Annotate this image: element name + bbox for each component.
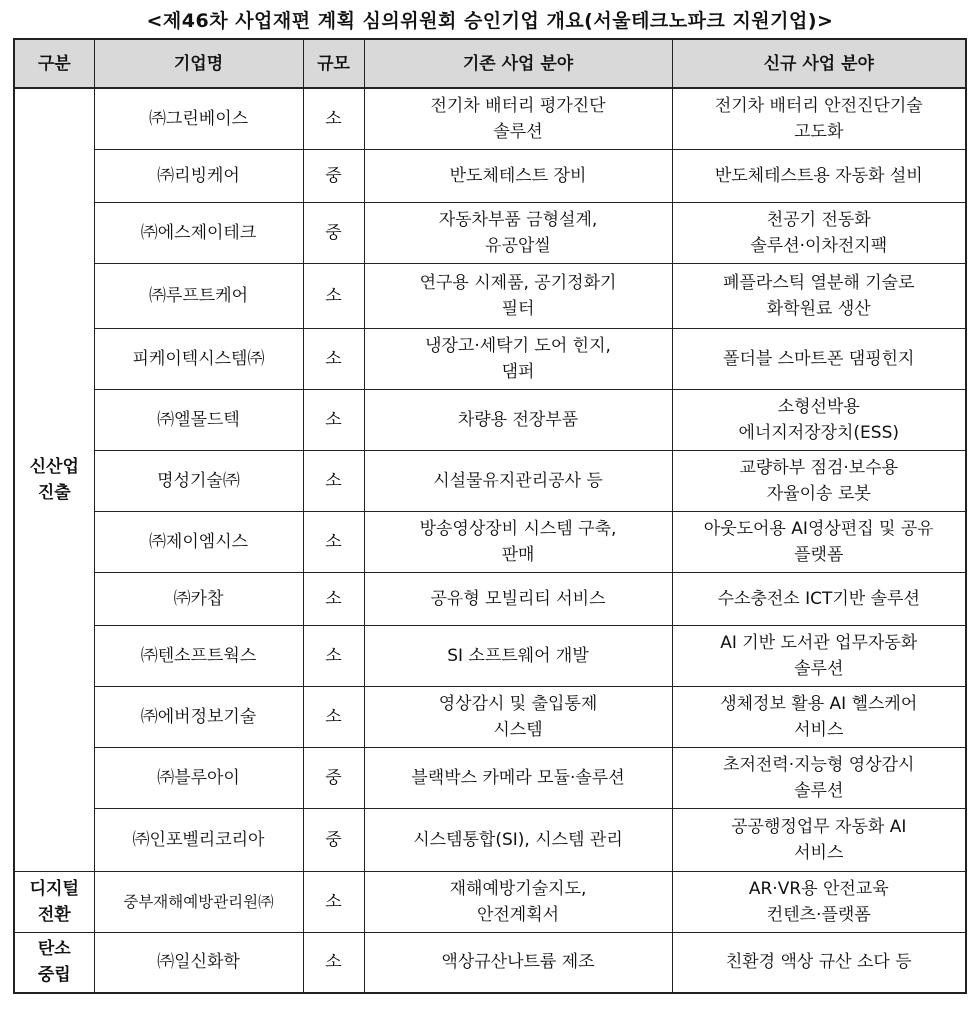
company-name-cell: ㈜제이엠시스 <box>94 511 303 572</box>
existing-business-cell <box>364 686 672 747</box>
company-name-cell: ㈜블루아이 <box>94 747 303 808</box>
table-row <box>14 808 966 871</box>
cell-line: 댐퍼 <box>501 361 535 382</box>
header-row <box>14 39 966 88</box>
table-row <box>14 328 966 389</box>
cell-line: 천공기 전동화 <box>766 209 871 230</box>
new-business-cell <box>672 450 966 511</box>
table-row <box>14 686 966 747</box>
cell-line: 생체정보 활용 AI 헬스케어 <box>720 693 918 714</box>
cell-line: 반도체테스트 장비 <box>449 165 587 186</box>
cell-line: 전기차 배터리 평가진단 <box>430 95 606 116</box>
new-business-cell <box>672 202 966 263</box>
company-name-cell: ㈜리빙케어 <box>94 149 303 202</box>
cell-line: 폐플라스틱 열분해 기술로 <box>723 272 915 293</box>
existing-business-cell <box>364 389 672 450</box>
cell-line: 공유형 모빌리티 서비스 <box>430 588 606 609</box>
company-size-cell: 중 <box>303 149 364 202</box>
cell-line: 폴더블 스마트폰 댐핑힌지 <box>723 348 915 369</box>
table-row <box>14 450 966 511</box>
cell-line: 공공행정업무 자동화 AI <box>731 816 907 837</box>
category-cell-digital <box>14 871 94 932</box>
new-business-cell <box>672 871 966 932</box>
table-row <box>14 263 966 328</box>
company-size-cell: 소 <box>303 263 364 328</box>
cell-line: 신산업 <box>29 456 79 477</box>
existing-business-cell <box>364 328 672 389</box>
existing-business-cell <box>364 511 672 572</box>
cell-line: 유공압씰 <box>485 235 551 256</box>
cell-line: 솔루션 <box>794 780 844 801</box>
cell-line: 초저전력·지능형 영상감시 <box>723 754 915 775</box>
new-business-cell <box>672 686 966 747</box>
company-size-cell: 중 <box>303 202 364 263</box>
cell-line: 교량하부 점검·보수용 <box>739 457 899 478</box>
header-size: 규모 <box>303 39 364 88</box>
company-name-cell: ㈜엘몰드텍 <box>94 389 303 450</box>
cell-line: 서비스 <box>794 842 844 863</box>
table-row <box>14 572 966 625</box>
company-name-cell: ㈜루프트케어 <box>94 263 303 328</box>
new-business-cell <box>672 328 966 389</box>
new-business-cell <box>672 389 966 450</box>
cell-line: 고도화 <box>794 121 844 142</box>
company-size-cell: 중 <box>303 747 364 808</box>
new-business-cell <box>672 572 966 625</box>
cell-line: 자율이송 로봇 <box>766 483 871 504</box>
existing-business-cell <box>364 808 672 871</box>
cell-line: 솔루션 <box>794 658 844 679</box>
company-size-cell: 소 <box>303 572 364 625</box>
cell-line: 디지털 <box>29 878 79 899</box>
new-business-cell <box>672 747 966 808</box>
document-title: <제46차 사업재편 계획 심의위원회 승인기업 개요(서울테크노파크 지원기업)> <box>146 10 834 32</box>
cell-line: 영상감시 및 출입통제 <box>438 693 598 714</box>
table-row <box>14 149 966 202</box>
cell-line: 솔루션·이차전지팩 <box>750 235 888 256</box>
category-cell-carbon <box>14 932 94 993</box>
approved-companies-table <box>13 38 967 994</box>
existing-business-cell <box>364 932 672 993</box>
existing-business-cell <box>364 450 672 511</box>
existing-business-cell <box>364 263 672 328</box>
company-size-cell: 소 <box>303 328 364 389</box>
new-business-cell <box>672 263 966 328</box>
cell-line: 시스템통합(SI), 시스템 관리 <box>413 829 623 850</box>
new-business-cell <box>672 88 966 149</box>
cell-line: 시스템 <box>493 719 543 740</box>
company-size-cell: 소 <box>303 625 364 686</box>
company-name-cell: ㈜일신화학 <box>94 932 303 993</box>
cell-line: 전환 <box>37 904 71 925</box>
company-size-cell: 소 <box>303 88 364 149</box>
cell-line: 연구용 시제품, 공기정화기 <box>419 272 617 293</box>
existing-business-cell <box>364 88 672 149</box>
company-name-cell: ㈜에버정보기술 <box>94 686 303 747</box>
company-size-cell: 중 <box>303 808 364 871</box>
cell-line: 블랙박스 카메라 모듈·솔루션 <box>411 767 625 788</box>
new-business-cell <box>672 511 966 572</box>
cell-line: 진출 <box>37 482 71 503</box>
cell-line: 차량용 전장부품 <box>457 409 579 430</box>
table-row <box>14 625 966 686</box>
cell-line: 에너지저장장치(ESS) <box>738 422 900 443</box>
header-existing-business: 기존 사업 분야 <box>364 39 672 88</box>
table-row <box>14 747 966 808</box>
cell-line: 시설물유지관리공사 등 <box>433 470 603 491</box>
company-name-cell: ㈜카찹 <box>94 572 303 625</box>
cell-line: 필터 <box>501 298 535 319</box>
company-size-cell: 소 <box>303 450 364 511</box>
cell-line: 솔루션 <box>493 121 543 142</box>
company-name-cell: 명성기술㈜ <box>94 450 303 511</box>
existing-business-cell <box>364 747 672 808</box>
new-business-cell <box>672 149 966 202</box>
new-business-cell <box>672 932 966 993</box>
category-cell-new-industry <box>14 88 94 871</box>
cell-line: AR·VR용 안전교육 <box>748 878 889 899</box>
cell-line: 화학원료 생산 <box>766 298 871 319</box>
company-size-cell: 소 <box>303 389 364 450</box>
company-name-cell: 중부재해예방관리원㈜ <box>94 871 303 932</box>
company-size-cell: 소 <box>303 511 364 572</box>
existing-business-cell <box>364 202 672 263</box>
table-row <box>14 389 966 450</box>
new-business-cell <box>672 808 966 871</box>
header-category: 구분 <box>14 39 94 88</box>
cell-line: 중립 <box>37 965 71 986</box>
company-name-cell: ㈜에스제이테크 <box>94 202 303 263</box>
company-name-cell: ㈜텐소프트웍스 <box>94 625 303 686</box>
cell-line: SI 소프트웨어 개발 <box>447 645 589 666</box>
cell-line: 방송영상장비 시스템 구축, <box>419 518 617 539</box>
existing-business-cell <box>364 572 672 625</box>
cell-line: 서비스 <box>794 719 844 740</box>
cell-line: 안전계획서 <box>476 904 560 925</box>
cell-line: 소형선박용 <box>777 396 860 417</box>
existing-business-cell <box>364 871 672 932</box>
cell-line: 판매 <box>501 544 535 565</box>
cell-line: 냉장고·세탁기 도어 힌지, <box>425 335 611 356</box>
header-company: 기업명 <box>94 39 303 88</box>
cell-line: 컨텐츠·플랫폼 <box>766 904 871 925</box>
cell-line: 아웃도어용 AI영상편집 및 공유 <box>703 518 934 539</box>
header-new-business: 신규 사업 분야 <box>672 39 966 88</box>
company-size-cell: 소 <box>303 686 364 747</box>
cell-line: 전기차 배터리 안전진단기술 <box>714 95 923 116</box>
table-row <box>14 202 966 263</box>
new-business-cell <box>672 625 966 686</box>
cell-line: AI 기반 도서관 업무자동화 <box>720 632 918 653</box>
company-size-cell: 소 <box>303 871 364 932</box>
table-row <box>14 511 966 572</box>
table-row <box>14 871 966 932</box>
cell-line: 반도체테스트용 자동화 설비 <box>714 165 923 186</box>
cell-line: 탄소 <box>37 939 71 960</box>
cell-line: 플랫폼 <box>794 544 844 565</box>
table-row <box>14 932 966 993</box>
company-name-cell: ㈜그린베이스 <box>94 88 303 149</box>
company-name-cell: ㈜인포벨리코리아 <box>94 808 303 871</box>
company-size-cell: 소 <box>303 932 364 993</box>
cell-line: 수소충전소 ICT기반 솔루션 <box>717 588 920 609</box>
existing-business-cell <box>364 149 672 202</box>
company-name-cell: 피케이텍시스템㈜ <box>94 328 303 389</box>
cell-line: 액상규산나트륨 제조 <box>441 952 595 973</box>
cell-line: 재해예방기술지도, <box>449 878 587 899</box>
cell-line: 자동차부품 금형설계, <box>438 209 598 230</box>
cell-line: 친환경 액상 규산 소다 등 <box>725 952 912 973</box>
table-row <box>14 88 966 149</box>
existing-business-cell <box>364 625 672 686</box>
